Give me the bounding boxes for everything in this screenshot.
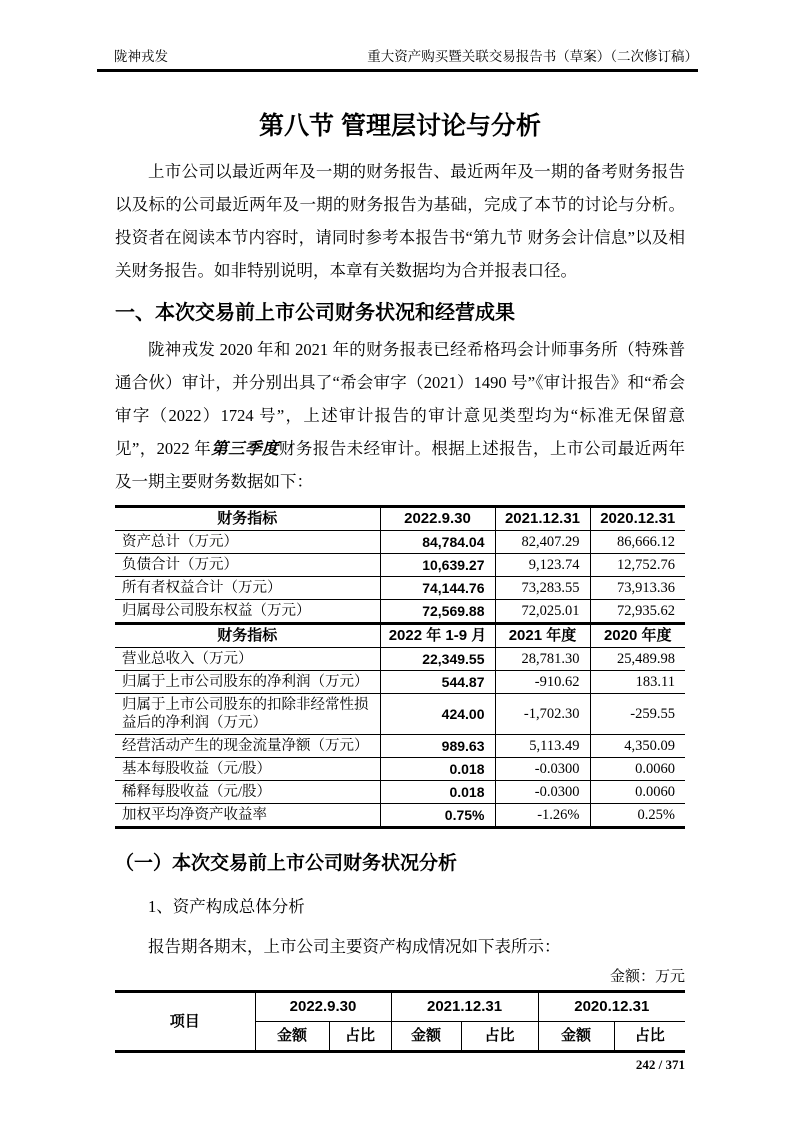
header-report-title: 重大资产购买暨关联交易报告书（草案）（二次修订稿）	[367, 49, 698, 64]
header-cell: 2020 年度	[590, 624, 685, 648]
table-header-row	[115, 507, 685, 531]
table-row: 基本每股收益（元/股） 0.018 -0.0300 0.0060	[115, 758, 685, 781]
table-row: 归属于上市公司股东的扣除非经常性损益后的净利润（万元） 424.00 -1,702.30 -259.55	[115, 694, 685, 735]
sub-item-heading: 1、资产构成总体分析	[148, 897, 305, 916]
table-row: 负债合计（万元） 10,639.27 9,123.74 12,752.76	[115, 554, 685, 577]
table-row: 经营活动产生的现金流量净额（万元） 989.63 5,113.49 4,350.09	[115, 735, 685, 758]
header-cell: 2022 年 1-9 月	[380, 624, 495, 648]
subsection-heading: （一）本次交易前上市公司财务状况分析	[115, 853, 458, 874]
intro-paragraph: 上市公司以最近两年及一期的财务报告、最近两年及一期的备考财务报告以及标的公司最近两年及一期的财务报告为基础，完成了本节的讨论与分析。投资者在阅读本节内容时，请同时参考本报告书“第九节 财务会计信息”以及相关财务报告。如非特别说明，本章有关数据均为合并报表口径。	[115, 162, 685, 280]
header-cell: 占比	[461, 1022, 538, 1052]
header-company-name: 陇神戎发	[114, 49, 168, 64]
running-header	[97, 48, 698, 72]
header-cell: 2022.9.30	[380, 507, 495, 531]
table-row: 稀释每股收益（元/股） 0.018 -0.0300 0.0060	[115, 781, 685, 804]
header-cell: 金额	[255, 1022, 329, 1052]
footer-page-number: 242 / 371	[635, 1057, 685, 1072]
header-cell: 占比	[329, 1022, 391, 1052]
audit-text-bold: 第三季度	[211, 439, 279, 458]
table-row: 所有者权益合计（万元） 74,144.76 73,283.55 73,913.36	[115, 577, 685, 600]
audit-text-a: 陇神戎发 2020 年和 2021 年的财务报表已经希格玛会计师事务所（特殊普通合伙）审计，并分别出具了“希会审字（2021）1490 号”《审计报告》和“希会审字（2022）1724 号”，上述审计报告的审计意见类型均为“标准无保留意见”，2022 年	[115, 340, 685, 458]
header-cell: 金额	[538, 1022, 614, 1052]
header-cell: 2022.9.30	[255, 992, 391, 1022]
header-cell: 2021.12.31	[391, 992, 538, 1022]
table-row: 归属于上市公司股东的净利润（万元） 544.87 -910.62 183.11	[115, 671, 685, 694]
table-row: 资产总计（万元） 84,784.04 82,407.29 86,666.12	[115, 531, 685, 554]
header-cell: 2020.12.31	[590, 507, 685, 531]
table-row: 归属母公司股东权益（万元） 72,569.88 72,025.01 72,935.62	[115, 600, 685, 624]
header-cell: 2021 年度	[495, 624, 590, 648]
page-title: 第八节 管理层讨论与分析	[259, 112, 541, 140]
table-row: 加权平均净资产收益率 0.75% -1.26% 0.25%	[115, 804, 685, 828]
table-header-row	[115, 624, 685, 648]
asset-paragraph: 报告期各期末，上市公司主要资产构成情况如下表所示：	[148, 937, 561, 956]
header-cell: 2020.12.31	[538, 992, 685, 1022]
audit-paragraph	[115, 333, 685, 498]
table-header-row	[115, 992, 685, 1022]
page-content	[115, 96, 685, 1074]
audit-text-b: 财务报告未经审计。根据上述报告，上市公司最近两年及一期主要财务数据如下：	[115, 439, 686, 491]
header-cell: 财务指标	[115, 507, 380, 531]
header-cell: 金额	[391, 1022, 461, 1052]
header-cell: 2021.12.31	[495, 507, 590, 531]
header-cell: 占比	[614, 1022, 685, 1052]
unit-note: 金额：万元	[609, 969, 685, 985]
header-cell: 财务指标	[115, 624, 380, 648]
header-rule	[97, 69, 698, 72]
asset-composition-table	[115, 990, 685, 1053]
table-row: 营业总收入（万元） 22,349.55 28,781.30 25,489.98	[115, 648, 685, 671]
header-cell: 项目	[115, 992, 255, 1052]
financial-summary-table	[115, 505, 685, 829]
section-heading: 一、本次交易前上市公司财务状况和经营成果	[115, 302, 515, 324]
